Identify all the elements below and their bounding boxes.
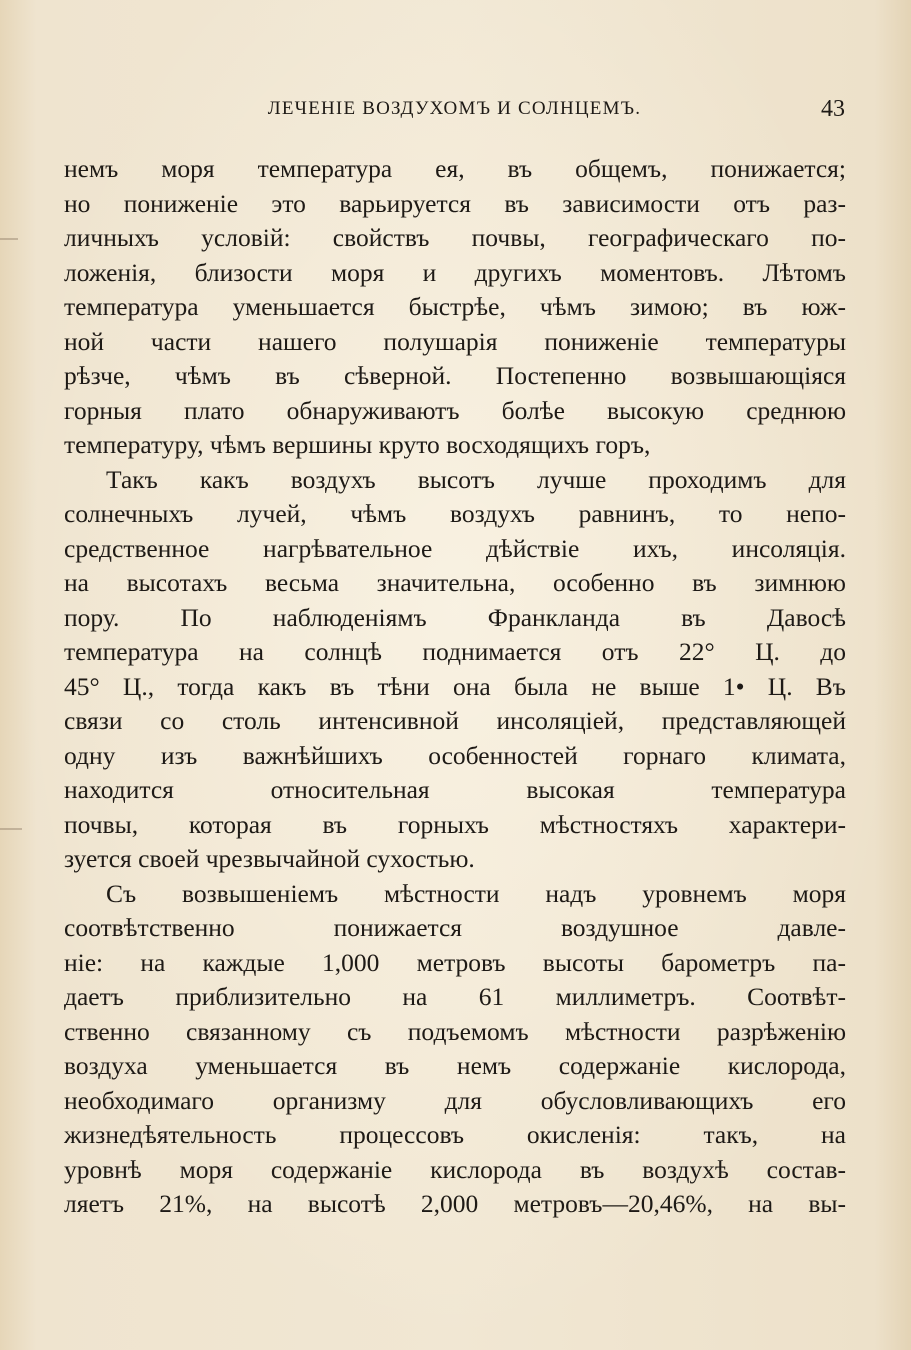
text-line: ственно связанному съ подъемомъ мѣстности разрѣженію	[64, 1016, 846, 1046]
text-line: связи со столь интенсивной инсоляціей, представляющей	[64, 706, 846, 735]
margin-mark	[0, 238, 18, 240]
text-line: пору. По наблюденіямъ Франкланда въ Давосѣ	[64, 602, 846, 632]
text-line: немъ моря температура ея, въ общемъ, понижается;	[64, 154, 846, 183]
text-line: зуется своей чрезвычайной сухостью.	[64, 844, 475, 873]
text-line: даетъ приблизительно на 61 миллиметръ. Соотвѣт-	[64, 982, 846, 1011]
text-line: температура уменьшается быстрѣе, чѣмъ зимою; въ юж-	[64, 292, 846, 321]
text-line: температуру, чѣмъ вершины круто восходящихъ горъ,	[64, 430, 651, 459]
text-line: рѣзче, чѣмъ въ сѣверной. Постепенно возвышающіяся	[64, 361, 846, 390]
text-line: почвы, которая въ горныхъ мѣстностяхъ характери-	[64, 809, 846, 839]
text-line: жизнедѣятельность процессовъ окисленія: такъ, на	[64, 1120, 846, 1149]
text-line: на высотахъ весьма значительна, особенно въ зимнюю	[64, 568, 846, 597]
text-line: солнечныхъ лучей, чѣмъ воздухъ равнинъ, то непо-	[64, 499, 846, 528]
text-line: личныхъ условій: свойствъ почвы, географическаго по-	[64, 223, 846, 252]
text-line: одну изъ важнѣйшихъ особенностей горнаго климата,	[64, 740, 846, 770]
paragraph-start-line: Съ возвышеніемъ мѣстности надъ уровнемъ моря	[106, 878, 846, 908]
page-header	[64, 94, 845, 124]
text-line: ной части нашего полушарія пониженіе температуры	[64, 326, 846, 356]
text-line: необходимаго организму для обусловливающихъ его	[64, 1085, 846, 1115]
text-line: ложенія, близости моря и другихъ моментовъ. Лѣтомъ	[64, 257, 846, 287]
text-line: 45° Ц., тогда какъ въ тѣни она была не выше 1• Ц. Въ	[64, 671, 846, 701]
text-line: горныя плато обнаруживаютъ болѣе высокую среднюю	[64, 395, 846, 425]
text-line: воздуха уменьшается въ немъ содержаніе кислорода,	[64, 1051, 846, 1080]
text-line: но пониженіе это варьируется въ зависимости отъ раз-	[64, 188, 846, 218]
text-line: ніе: на каждые 1,000 метровъ высоты барометръ па-	[64, 947, 846, 977]
body-text	[64, 152, 846, 1222]
text-line: находится относительная высокая температура	[64, 775, 846, 804]
text-line: средственное нагрѣвательное дѣйствіе ихъ, инсоляція.	[64, 533, 846, 563]
text-line: температура на солнцѣ поднимается отъ 22° Ц. до	[64, 637, 846, 666]
running-head: ЛЕЧЕНІЕ ВОЗДУХОМЪ И СОЛНЦЕМЪ.	[267, 98, 642, 119]
text-line: соотвѣтственно понижается воздушное давле-	[64, 913, 846, 942]
text-line: уровнѣ моря содержаніе кислорода въ воздухѣ состав-	[64, 1154, 846, 1184]
text-line: ляетъ 21%, на высотѣ 2,000 метровъ—20,46%, на вы-	[64, 1189, 846, 1218]
page-number: 43	[821, 96, 845, 122]
margin-mark	[0, 828, 22, 830]
paragraph-start-line: Такъ какъ воздухъ высотъ лучше проходимъ для	[106, 464, 846, 494]
